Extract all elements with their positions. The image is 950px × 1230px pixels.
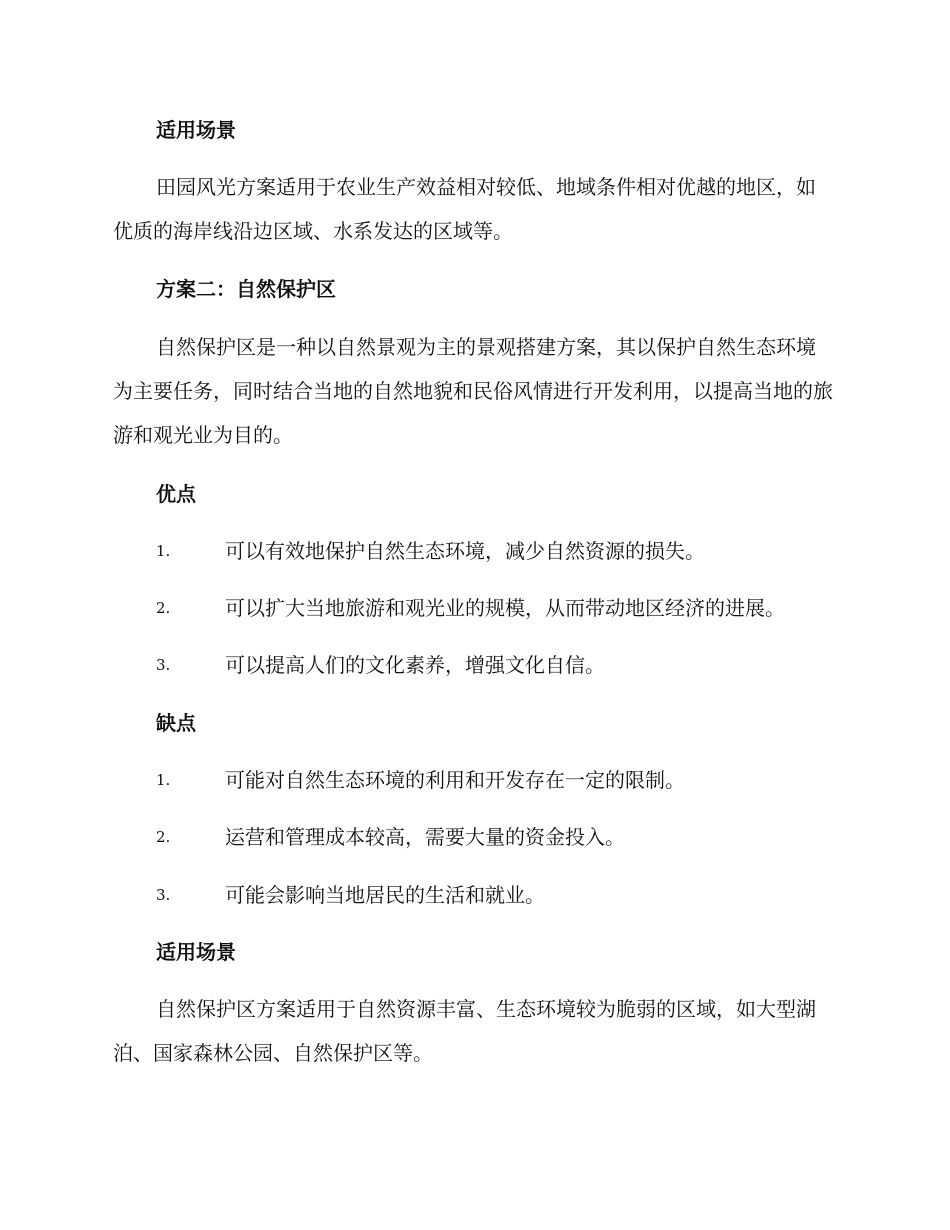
scene-heading-2: 适用场景 — [156, 940, 236, 964]
pros-heading: 优点 — [156, 482, 196, 506]
list-text: 可能会影响当地居民的生活和就业。 — [225, 883, 545, 907]
list-text: 可以有效地保护自然生态环境，减少自然资源的损失。 — [225, 539, 705, 563]
cons-list-item — [156, 880, 856, 910]
pros-list-item — [156, 650, 856, 680]
scene-heading-1: 适用场景 — [156, 118, 236, 142]
list-number: 1. — [156, 771, 171, 789]
pros-list-item — [156, 593, 856, 623]
list-number: 1. — [156, 542, 171, 560]
plan2-paragraph: 自然保护区是一种以自然景观为主的景观搭建方案，其以保护自然生态环境为主要任务，同时结合当地的自然地貌和民俗风情进行开发利用，以提高当地的旅游和观光业为目的。 — [113, 335, 833, 447]
list-text: 可能对自然生态环境的利用和开发存在一定的限制。 — [225, 768, 685, 792]
cons-heading: 缺点 — [156, 711, 196, 735]
list-number: 3. — [156, 886, 171, 904]
pros-list-item — [156, 536, 856, 566]
scene-paragraph-1: 田园风光方案适用于农业生产效益相对较低、地域条件相对优越的地区，如优质的海岸线沿边区域、水系发达的区域等。 — [113, 175, 816, 243]
cons-list-item — [156, 822, 856, 852]
plan2-heading: 方案二：自然保护区 — [156, 277, 336, 301]
list-number: 3. — [156, 656, 171, 674]
cons-list-item — [156, 765, 856, 795]
list-text: 可以提高人们的文化素养，增强文化自信。 — [225, 653, 605, 677]
list-number: 2. — [156, 599, 171, 617]
list-number: 2. — [156, 828, 171, 846]
list-text: 运营和管理成本较高，需要大量的资金投入。 — [225, 825, 625, 849]
list-text: 可以扩大当地旅游和观光业的规模，从而带动地区经济的进展。 — [225, 596, 785, 620]
scene-paragraph-2: 自然保护区方案适用于自然资源丰富、生态环境较为脆弱的区域，如大型湖泊、国家森林公园、自然保护区等。 — [113, 997, 816, 1065]
